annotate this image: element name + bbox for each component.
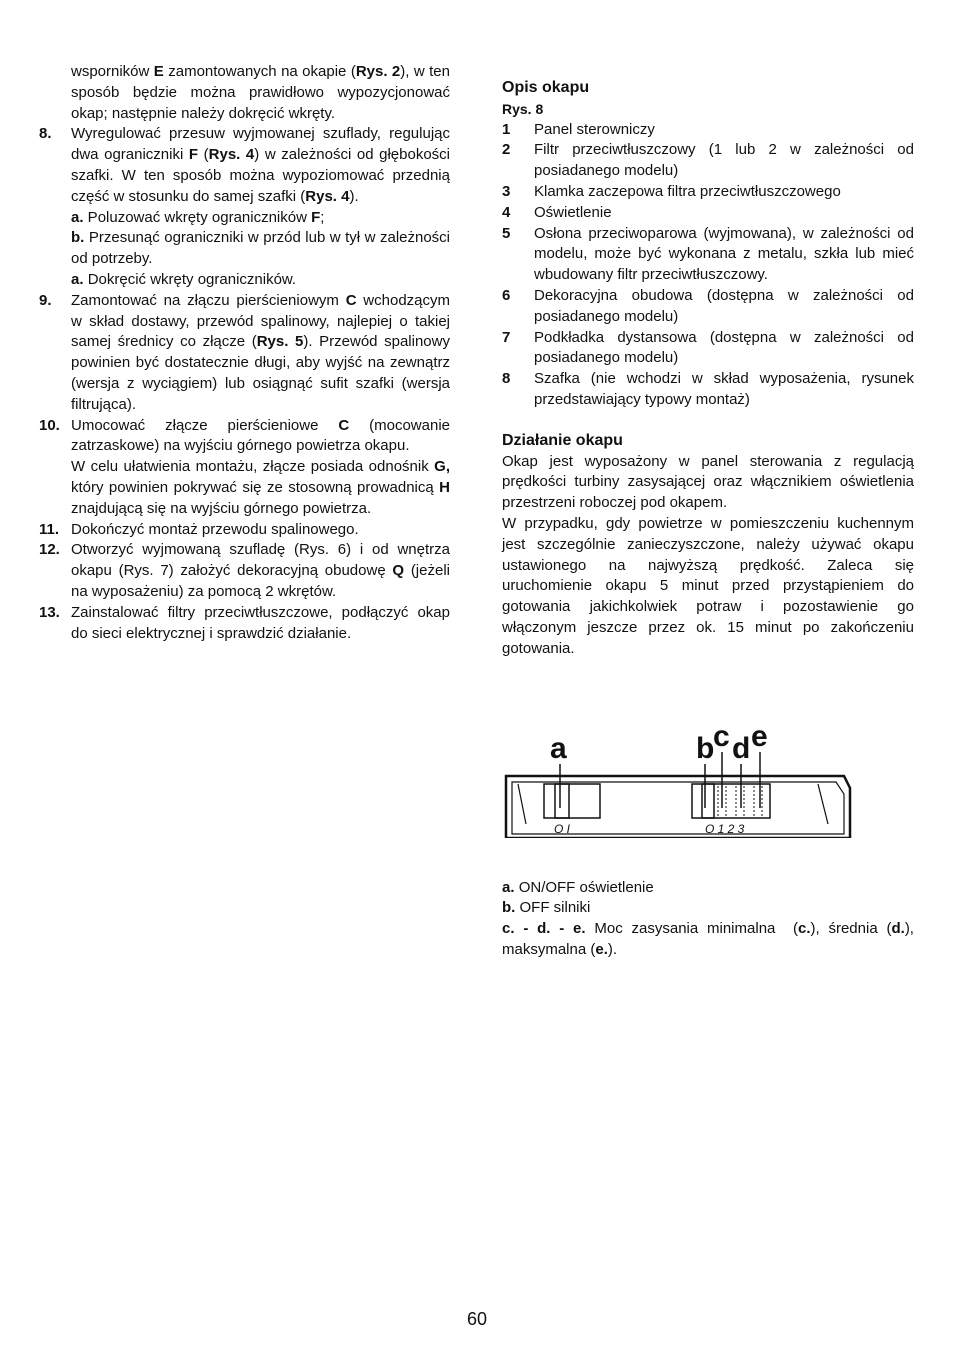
dzialanie-okapu-heading: Działanie okapu (502, 431, 623, 449)
part-item: 1 Panel sterowniczy (502, 120, 655, 138)
step-number: 11. (39, 520, 60, 538)
step-9: 9. Zamontować na złączu pierścieniowym C wchodzącym w skład dostawy, przewód spalinowy, najlepiej o takiej samej średnicy co złącze (Rys. 5). Przewód spalinowy powinien być dostatecznie długi, aby wyjść na zewnątrz (wersja z wyciągiem) lub osiągnąć sufit szafki (wersja filtrująca). (39, 291, 450, 413)
label-d: d (732, 731, 751, 765)
dzialanie-paragraph-2: W przypadku, gdy powietrze w pomieszczeniu kuchennym jest szczególnie zanieczyszczone, należy używać okapu ustawionego na najwyższą prędkość. Zaleca się uruchomienie okapu 5 minut przed przystąpieniem do gotowania jakichkolwiek potraw i pozostawienie go włączonym jeszcze przez ok. 15 minut po zakończeniu gotowania. (502, 514, 914, 657)
part-item: 4 Oświetlenie (502, 203, 612, 221)
dzialanie-paragraph-1: Okap jest wyposażony w panel sterowania z regulacją prędkości turbiny zasysającej oraz włącznikiem oświetlenia przestrzeni roboczej pod okapem. (502, 452, 914, 512)
step-11: 11. Dokończyć montaż przewodu spalinowego. (39, 520, 450, 541)
label-a: a (550, 731, 567, 765)
intro-paragraph: wsporników E zamontowanych na okapie (Rys. 2), w ten sposób będzie można prawidłowo wypozycjonować okap; następnie należy dokręcić wkręty. (71, 63, 450, 122)
label-b: b (696, 731, 715, 765)
label-e: e (751, 719, 768, 753)
label-c: c (713, 719, 730, 753)
legend-cde: c. - d. - e. Moc zasysania minimalna (c.), średnia (d.), maksymalna (e.). (502, 920, 914, 958)
step-number: 8. (39, 125, 52, 143)
step-number: 9. (39, 291, 52, 309)
step-number: 12. (39, 541, 60, 559)
step-13: 13. Zainstalować filtry przeciwtłuszczowe, podłączyć okap do sieci elektrycznej i sprawdzić działanie. (39, 603, 450, 642)
part-item: 3 Klamka zaczepowa filtra przeciwtłuszczowego (502, 182, 841, 200)
part-item: 5 Osłona przeciwoparowa (wyjmowana), w zależności od modelu, może być wykonana z metalu, szkła lub mieć wbudowany filtr przeciwtłuszczowy. (502, 224, 914, 284)
part-item: 6 Dekoracyjna obudowa (dostępna w zależności od posiadanego modelu) (502, 286, 914, 325)
figure-ref: Rys. 8 (502, 100, 544, 117)
left-column (39, 0, 450, 644)
parts-list (502, 120, 914, 411)
step-number: 13. (39, 603, 60, 621)
step-10: 10. Umocować złącze pierścieniowe C (mocowanie zatrzaskowe) na wyjściu górnego powietrza okapu. (39, 416, 450, 455)
step-12: 12. Otworzyć wyjmowaną szufladę (Rys. 6) i od wnętrza okapu (Rys. 7) założyć dekoracyjną obudowę Q (jeżeli na wyposażeniu) za pomocą 2 wkrętów. (39, 541, 450, 600)
legend-b: b. OFF silniki (502, 899, 591, 917)
control-panel-diagram (500, 698, 860, 838)
step-8-sub-a: a. Poluzować wkręty ograniczników F; (71, 208, 325, 226)
right-column (502, 0, 914, 961)
part-item: 8 Szafka (nie wchodzi w skład wyposażenia, rysunek przedstawiający typowy montaż) (502, 370, 914, 408)
legend-a: a. ON/OFF oświetlenie (502, 878, 654, 896)
step-8-sub-b: b. Przesunąć ograniczniki w przód lub w tył w zależności od potrzeby. (71, 229, 451, 268)
legend (502, 878, 914, 961)
step-8: 8. Wyregulować przesuw wyjmowanej szuflady, regulując dwa ograniczniki F (Rys. 4) w zależności od głębokości szafki. W ten sposób można wypoziomować przednią część w stosunku do samej szafki (Rys. 4). (39, 125, 450, 205)
step-8-sub-c: a. Dokręcić wkręty ograniczników. (71, 270, 297, 288)
step-number: 10. (39, 416, 60, 434)
part-item: 7 Podkładka dystansowa (dostępna w zależności od posiadanego modelu) (502, 328, 914, 367)
opis-okapu-heading: Opis okapu (502, 79, 590, 96)
scale-left: O I (554, 821, 571, 836)
step-10-extra: W celu ułatwienia montażu, złącze posiada odnośnik G, który powinien pokrywać się ze stosowną prowadnicą H znajdującą się na wyjściu górnego powietrza. (71, 458, 450, 517)
scale-right: O 1 2 3 (705, 821, 745, 836)
page-number: 60 (466, 1309, 488, 1329)
part-item: 2 Filtr przeciwtłuszczowy (1 lub 2 w zależności od posiadanego modelu) (502, 141, 914, 180)
